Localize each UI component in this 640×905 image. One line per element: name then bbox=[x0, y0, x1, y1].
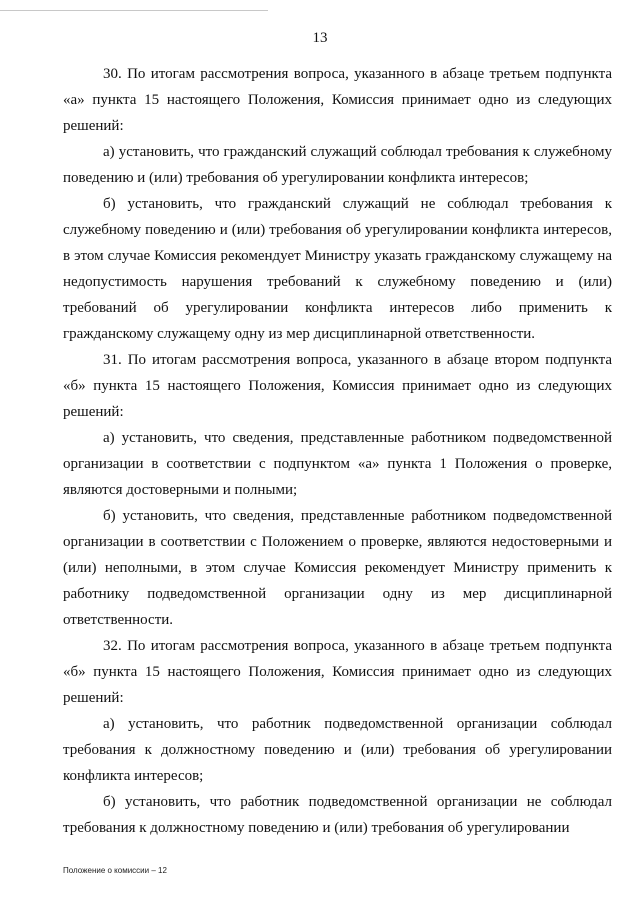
footer-note: Положение о комиссии – 12 bbox=[63, 866, 167, 875]
document-body bbox=[63, 61, 612, 841]
paragraph-31-a: а) установить, что сведения, представленные работником подведомственной организации в соответствии с подпунктом «а» пункта 1 Положения о проверке, являются достоверными и полными; bbox=[63, 430, 612, 498]
top-rule bbox=[0, 10, 268, 11]
paragraph-30-a: а) установить, что гражданский служащий соблюдал требования к служебному поведению и (или) требования об урегулировании конфликта интересов; bbox=[63, 144, 612, 186]
paragraph-31: 31. По итогам рассмотрения вопроса, указанного в абзаце втором подпункта «б» пункта 15 настоящего Положения, Комиссия принимает одно из следующих решений: bbox=[63, 352, 612, 420]
paragraph-31-b: б) установить, что сведения, представленные работником подведомственной организации в соответствии с Положением о проверке, являются недостоверными и (или) неполными, в этом случае Комиссия рекомендует Министру применить к работнику подведомственной организации одну из мер дисциплинарной ответственности. bbox=[63, 508, 612, 628]
paragraph-30: 30. По итогам рассмотрения вопроса, указанного в абзаце третьем подпункта «а» пункта 15 настоящего Положения, Комиссия принимает одно из следующих решений: bbox=[63, 66, 612, 134]
page-number: 13 bbox=[312, 30, 328, 46]
paragraph-30-b: б) установить, что гражданский служащий не соблюдал требования к служебному поведению и (или) требования об урегулировании конфликта интересов, в этом случае Комиссия рекомендует Министру указать гражданскому служащему на недопустимость нарушения требований к служебному поведению и (или) требований об урегулировании конфликта интересов либо применить к гражданскому служащему одну из мер дисциплинарной ответственности. bbox=[63, 196, 612, 342]
paragraph-32-b: б) установить, что работник подведомственной организации не соблюдал требования к должностному поведению и (или) требования об урегулировании bbox=[63, 794, 612, 836]
paragraph-32-a: а) установить, что работник подведомственной организации соблюдал требования к должностному поведению и (или) требования об урегулировании конфликта интересов; bbox=[63, 716, 612, 784]
paragraph-32: 32. По итогам рассмотрения вопроса, указанного в абзаце третьем подпункта «б» пункта 15 настоящего Положения, Комиссия принимает одно из следующих решений: bbox=[63, 638, 612, 706]
